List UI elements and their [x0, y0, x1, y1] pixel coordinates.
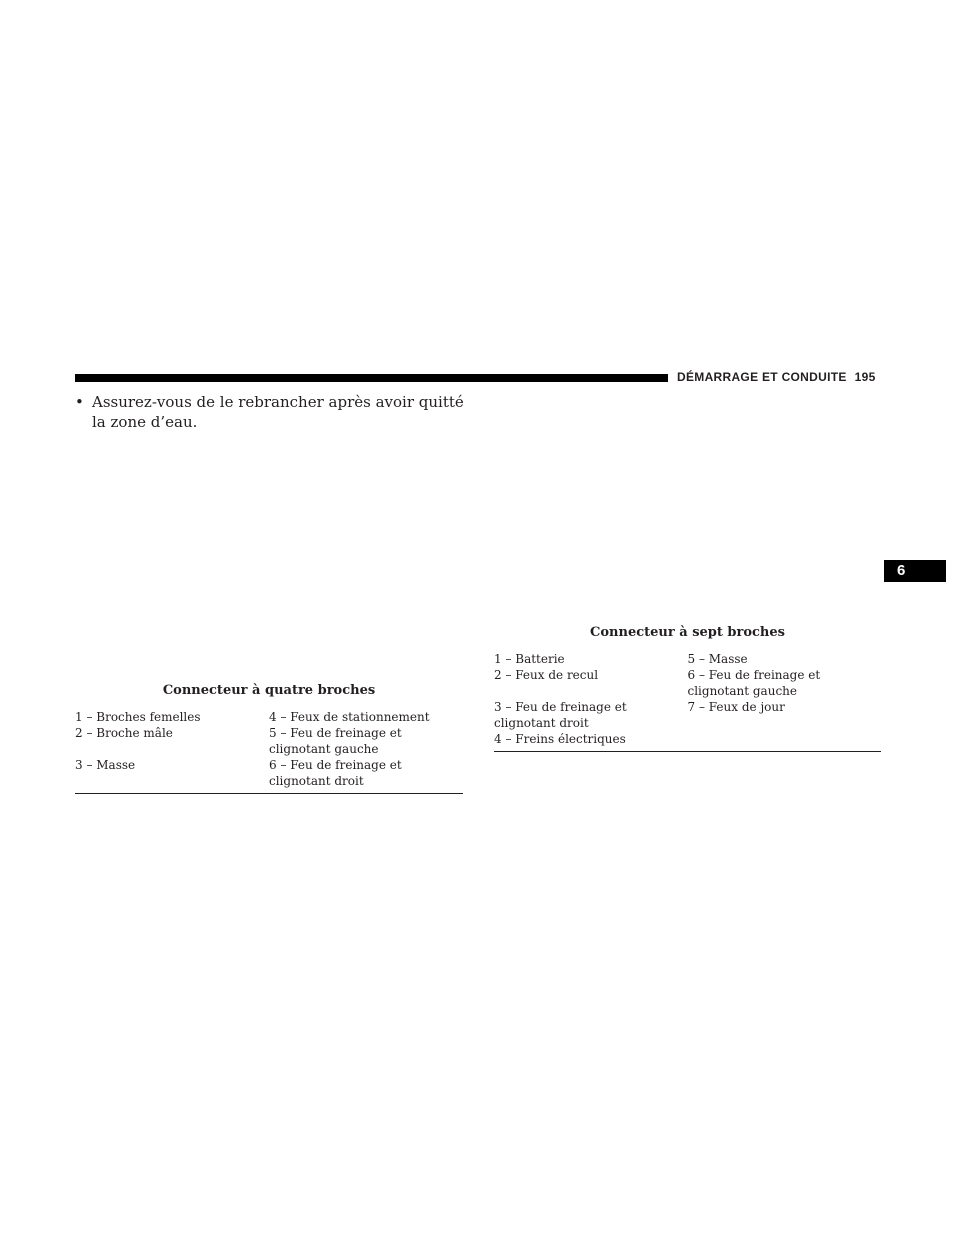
running-header	[677, 370, 887, 384]
legend-item-text: 5 – Feu de freinage et clignotant gauche	[269, 726, 402, 756]
legend-item	[494, 651, 688, 667]
page-number: 195	[854, 370, 876, 384]
seven-pin-grid	[494, 651, 881, 747]
four-pin-rule	[75, 793, 463, 794]
four-pin-grid	[75, 709, 463, 789]
legend-item	[269, 757, 463, 789]
legend-item-text: 4 – Feux de stationnement	[269, 710, 430, 724]
legend-item	[75, 725, 269, 757]
bullet-symbol: •	[75, 393, 84, 411]
legend-item-text: 3 – Masse	[75, 758, 136, 772]
legend-item	[688, 699, 882, 731]
legend-item-text: 2 – Feux de recul	[494, 668, 599, 682]
bullet-text: Assurez-vous de le rebrancher après avoir quitté la zone d’eau.	[92, 393, 464, 431]
legend-item	[494, 699, 688, 731]
legend-item-text: 6 – Feu de freinage et clignotant droit	[269, 758, 402, 788]
four-pin-caption: Connecteur à quatre broches	[162, 683, 376, 698]
four-pin-legend	[75, 683, 463, 794]
legend-item-text: 5 – Masse	[687, 652, 748, 666]
section-title: DÉMARRAGE ET CONDUITE	[677, 370, 847, 384]
legend-item-text: 7 – Feux de jour	[687, 700, 785, 714]
legend-item	[75, 757, 269, 789]
legend-item-text: 3 – Feu de freinage et clignotant droit	[494, 700, 627, 730]
header-rule	[75, 374, 668, 382]
bullet-item	[75, 392, 475, 432]
seven-pin-caption: Connecteur à sept broches	[590, 625, 785, 640]
legend-item-text: 1 – Broches femelles	[75, 710, 201, 724]
seven-pin-rule	[494, 751, 881, 752]
legend-item	[269, 709, 463, 725]
legend-item-text: 2 – Broche mâle	[75, 726, 173, 740]
legend-item-text: 6 – Feu de freinage et clignotant gauche	[687, 668, 821, 698]
legend-item	[494, 731, 688, 747]
chapter-tab	[884, 560, 946, 582]
legend-item	[688, 651, 882, 667]
legend-item	[269, 725, 463, 757]
chapter-number: 6	[897, 562, 906, 579]
legend-item	[494, 667, 688, 699]
legend-item	[688, 667, 882, 699]
legend-item	[75, 709, 269, 725]
legend-item-text: 4 – Freins électriques	[494, 732, 626, 746]
seven-pin-legend	[494, 625, 881, 752]
legend-item-text: 1 – Batterie	[494, 652, 565, 666]
